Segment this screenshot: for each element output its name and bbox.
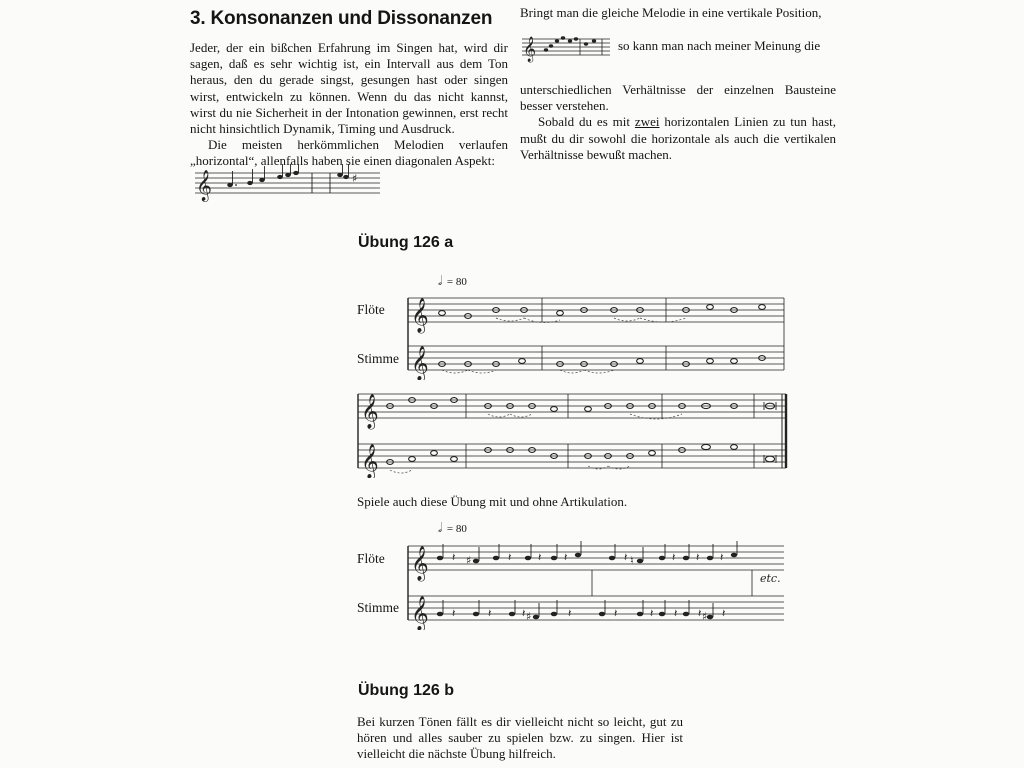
svg-text:𝄞: 𝄞 (196, 170, 212, 201)
svg-text:♯: ♯ (526, 610, 532, 623)
svg-text:𝄽: 𝄽 (672, 551, 676, 564)
part-label-flute: Flöte (357, 302, 385, 317)
svg-text:𝄞: 𝄞 (411, 346, 429, 380)
exercise-126a-heading: Übung 126 a (358, 234, 454, 251)
left-column-text (190, 40, 508, 170)
svg-text:𝄽: 𝄽 (698, 607, 702, 620)
svg-text:𝄞: 𝄞 (361, 394, 379, 429)
paragraph-vertical-line3: unterschiedlichen Verhältnisse der einzelnen Bausteine besser verstehen. (520, 82, 836, 114)
exercise-126b-text: Bei kurzen Tönen fällt es dir vielleicht nicht so leicht, gut zu hören und alles sauber zu spielen bzw. zu singen. Hier ist vielleicht die nächste Übung hilfreich. (357, 714, 683, 762)
right-column-text (520, 82, 836, 163)
svg-text:𝄞: 𝄞 (361, 444, 379, 478)
paragraph-two-lines: Sobald du es mit zwei horizontalen Linien zu tun hast, mußt du dir sowohl die horizontale als auch die vertikalen Verhältnisse bewußt machen. (520, 114, 836, 162)
section-heading: 3. Konsonanzen und Dissonanzen (190, 8, 493, 29)
score-system-1 (404, 288, 786, 380)
instruction-articulation: Spiele auch diese Übung mit und ohne Artikulation. (357, 494, 628, 509)
svg-text:𝄽: 𝄽 (522, 607, 526, 620)
svg-text:♯: ♯ (702, 610, 708, 623)
svg-text:𝄽: 𝄽 (720, 551, 724, 564)
svg-text:𝄞: 𝄞 (411, 546, 429, 581)
paragraph-vertical-line2: so kann man nach meiner Meinung die (618, 38, 821, 53)
svg-text:𝄽: 𝄽 (624, 551, 628, 564)
svg-text:♯: ♯ (466, 554, 472, 567)
svg-text:𝄽: 𝄽 (614, 607, 618, 620)
horizontal-melody-example (192, 163, 382, 205)
etc-marking: etc. (760, 572, 781, 585)
exercise-126b-heading: Übung 126 b (358, 682, 455, 699)
part-label-voice-2: Stimme (357, 600, 400, 615)
underlined-word: zwei (634, 114, 660, 130)
svg-text:𝄽: 𝄽 (564, 551, 568, 564)
svg-text:𝄽: 𝄽 (722, 607, 726, 620)
svg-text:𝄽: 𝄽 (650, 607, 654, 620)
svg-text:𝄽: 𝄽 (452, 607, 456, 620)
vertical-melody-example (520, 31, 612, 63)
svg-text:𝄽: 𝄽 (508, 551, 512, 564)
half-note-icon: 𝅗𝅥 (438, 520, 443, 535)
svg-text:𝄽: 𝄽 (674, 607, 678, 620)
svg-text:𝄞: 𝄞 (411, 298, 429, 333)
svg-text:𝄽: 𝄽 (452, 551, 456, 564)
svg-text:𝄞: 𝄞 (411, 596, 429, 630)
svg-text:𝄽: 𝄽 (538, 551, 542, 564)
svg-text:𝄽: 𝄽 (488, 607, 492, 620)
tempo-marking-1: 𝅗𝅥 = 80 (438, 273, 467, 288)
svg-text:♮: ♮ (630, 554, 634, 567)
svg-text:𝄽: 𝄽 (696, 551, 700, 564)
svg-text:𝄽: 𝄽 (568, 607, 572, 620)
part-label-voice: Stimme (357, 351, 400, 366)
half-note-icon: 𝅗𝅥 (438, 273, 443, 288)
part-label-flute-2: Flöte (357, 551, 385, 566)
paragraph-melodies: Die meisten herkömmlichen Melodien verlaufen „horizontal“, allenfalls haben sie einen diagonalen Aspekt: (190, 137, 508, 169)
score-system-3 (404, 534, 786, 630)
svg-text:𝄞: 𝄞 (523, 37, 537, 62)
paragraph-intro: Jeder, der ein bißchen Erfahrung im Singen hat, wird dir sagen, daß es sehr wichtig ist, ein Intervall aus dem Ton heraus, den du gerade singst, gesungen hast oder singen wirst, entwickeln zu können. Wenn du das nicht kannst, wirst du nie Sicherheit in der Intonation gewinnen, erst recht nicht hinsichtlich Dynamik, Timing und Ausdruck. (190, 40, 508, 137)
tempo-marking-2: 𝅗𝅥 = 80 (438, 520, 467, 535)
svg-text:♯: ♯ (352, 172, 358, 185)
score-system-2 (356, 380, 790, 478)
paragraph-vertical-line1: Bringt man die gleiche Melodie in eine vertikale Position, (520, 5, 822, 20)
